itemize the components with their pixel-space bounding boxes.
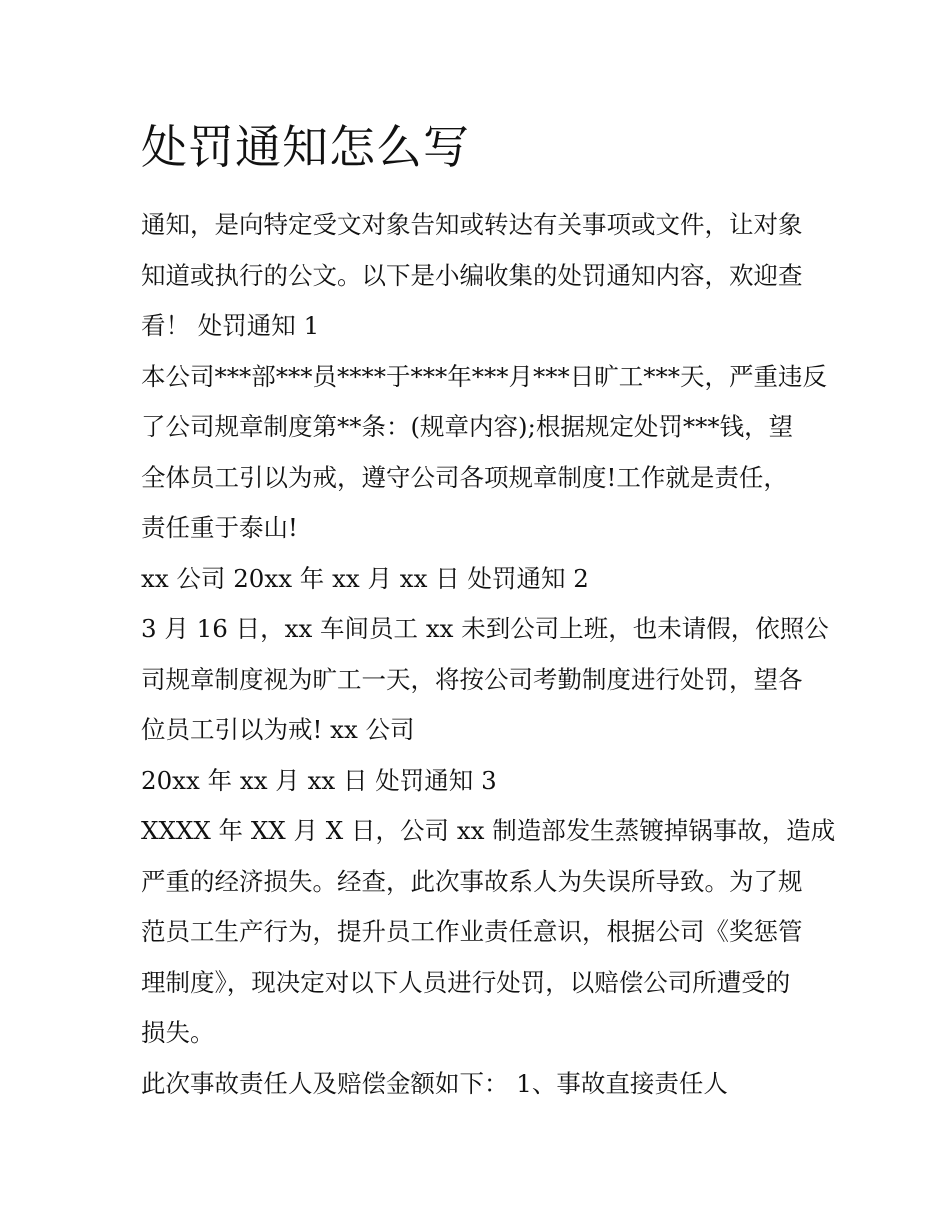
body-line: XXXX 年 XX 月 X 日，公司 xx 制造部发生蒸镀掉锅事故，造成 bbox=[141, 816, 836, 845]
body-line: 3 月 16 日，xx 车间员工 xx 未到公司上班，也未请假，依照公 bbox=[141, 614, 829, 643]
body-line: 责任重于泰山! bbox=[141, 513, 298, 542]
body-line: 20xx 年 xx 月 xx 日 处罚通知 3 bbox=[141, 765, 497, 795]
document-page bbox=[141, 112, 836, 1109]
body-line: 知道或执行的公文。以下是小编收集的处罚通知内容，欢迎查 bbox=[141, 260, 803, 290]
body-line: 严重的经济损失。经查，此次事故系人为失误所导致。为了规 bbox=[141, 866, 803, 896]
body-line: 司规章制度视为旷工一天，将按公司考勤制度进行处罚，望各 bbox=[141, 664, 803, 694]
body-line: 损失。 bbox=[141, 1018, 215, 1047]
body-line: 看！ 处罚通知 1 bbox=[141, 311, 320, 340]
body-line: 范员工生产行为，提升员工作业责任意识，根据公司《奖惩管 bbox=[141, 917, 803, 946]
document-body bbox=[141, 200, 836, 1109]
document-title: 处罚通知怎么写 bbox=[141, 120, 470, 174]
body-line: 位员工引以为戒! xx 公司 bbox=[141, 715, 415, 744]
body-line: 全体员工引以为戒，遵守公司各项规章制度!工作就是责任， bbox=[141, 462, 788, 492]
body-line: 本公司***部***员****于***年***月***日旷工***天，严重违反 bbox=[141, 361, 827, 391]
body-line: 此次事故责任人及赔偿金额如下： 1、事故直接责任人 bbox=[141, 1068, 728, 1098]
body-line: xx 公司 20xx 年 xx 月 xx 日 处罚通知 2 bbox=[141, 563, 589, 593]
body-line: 了公司规章制度第**条：(规章内容);根据规定处罚***钱，望 bbox=[141, 412, 794, 441]
body-line: 理制度》，现决定对以下人员进行处罚，以赔偿公司所遭受的 bbox=[141, 967, 791, 997]
body-line: 通知，是向特定受文对象告知或转达有关事项或文件，让对象 bbox=[141, 210, 803, 239]
